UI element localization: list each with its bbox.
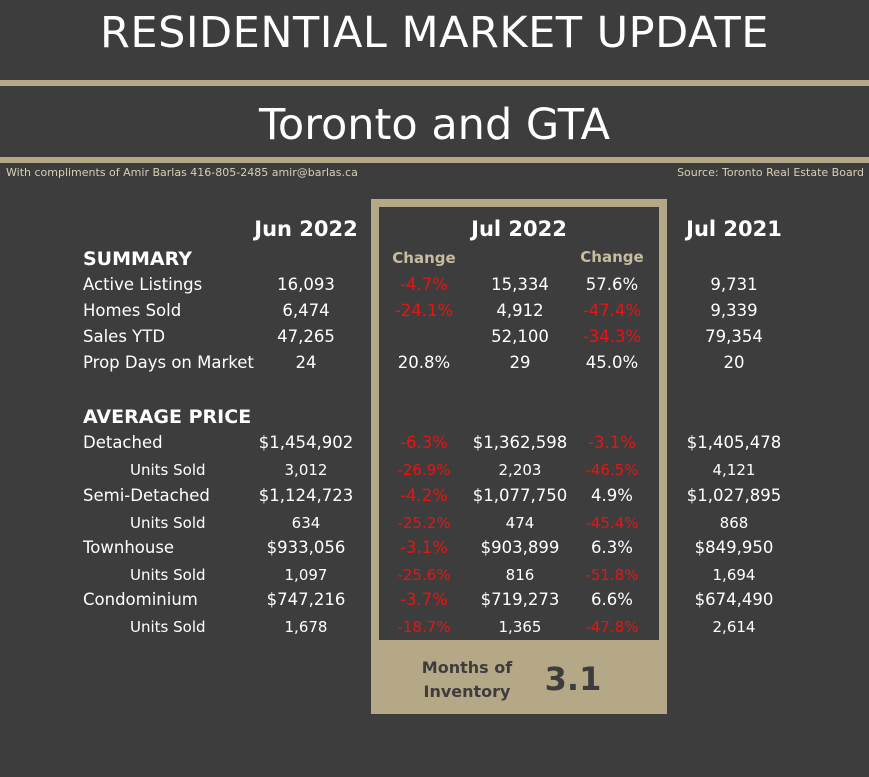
change-jun-jul-value: 20.8%: [397, 353, 451, 372]
jul-2021-value: 2,614: [712, 618, 756, 636]
table-row: [0, 562, 869, 588]
jul-2022-value: 52,100: [491, 327, 549, 346]
change-jun-jul-value: -3.1%: [400, 538, 448, 557]
header-change-1: Change: [392, 249, 456, 267]
jul-2021-value: 79,354: [705, 327, 763, 346]
jul-2022-value: $1,362,598: [472, 433, 568, 452]
header-jul-2021: Jul 2021: [686, 217, 782, 241]
change-jun-jul-value: -25.6%: [397, 566, 451, 584]
jun-2022-value: 1,097: [284, 566, 328, 584]
jul-2021-value: 9,731: [710, 275, 758, 294]
jul-2022-value: 29: [509, 353, 531, 372]
jul-2022-value: 15,334: [491, 275, 549, 294]
table-row: [0, 510, 869, 536]
row-label: Homes Sold: [83, 301, 182, 320]
jul-2021-value: $849,950: [694, 538, 774, 557]
row-label: Units Sold: [130, 461, 206, 479]
change-jun-jul-value: -4.7%: [400, 275, 448, 294]
jun-2022-value: $1,124,723: [258, 486, 354, 505]
jul-2021-value: 868: [719, 514, 749, 532]
jul-2022-value: $719,273: [480, 590, 560, 609]
row-label: Units Sold: [130, 566, 206, 584]
jul-2021-value: 1,694: [712, 566, 756, 584]
row-label: Townhouse: [83, 538, 175, 557]
jul-2022-value: $1,077,750: [472, 486, 568, 505]
row-label: Units Sold: [130, 514, 206, 532]
jun-2022-value: 6,474: [282, 301, 330, 320]
jul-2021-value: $674,490: [694, 590, 774, 609]
change-yoy-value: -45.4%: [585, 514, 639, 532]
jul-2022-value: $903,899: [480, 538, 560, 557]
table-row: [0, 614, 869, 640]
table-row: [0, 350, 869, 376]
jul-2022-value: 2,203: [498, 461, 542, 479]
divider-bottom: [0, 157, 869, 163]
jul-2022-value: 1,365: [498, 618, 542, 636]
change-yoy-value: -47.4%: [582, 301, 642, 320]
change-jun-jul-value: -24.1%: [394, 301, 454, 320]
table-row: [0, 587, 869, 613]
table-row: [0, 430, 869, 456]
table-row: [0, 457, 869, 483]
change-yoy-value: -46.5%: [585, 461, 639, 479]
page-title: RESIDENTIAL MARKET UPDATE: [100, 8, 769, 58]
change-jun-jul-value: -4.2%: [400, 486, 448, 505]
table-row: [0, 535, 869, 561]
months-of-inventory-value: 3.1: [544, 660, 602, 698]
jun-2022-value: $933,056: [266, 538, 346, 557]
table-row: [0, 483, 869, 509]
change-jun-jul-value: -18.7%: [397, 618, 451, 636]
change-yoy-value: -3.1%: [588, 433, 636, 452]
row-label: Units Sold: [130, 618, 206, 636]
row-label: Detached: [83, 433, 163, 452]
jul-2021-value: $1,405,478: [686, 433, 782, 452]
jul-2021-value: $1,027,895: [686, 486, 782, 505]
jul-2021-value: 4,121: [712, 461, 756, 479]
change-jun-jul-value: -3.7%: [400, 590, 448, 609]
page-subtitle: Toronto and GTA: [258, 100, 611, 150]
jul-2022-value: 474: [505, 514, 535, 532]
jun-2022-value: 3,012: [284, 461, 328, 479]
row-label: Condominium: [83, 590, 198, 609]
jun-2022-value: 16,093: [277, 275, 335, 294]
row-label: Semi-Detached: [83, 486, 210, 505]
jul-2022-value: 4,912: [496, 301, 544, 320]
source-text: Source: Toronto Real Estate Board: [677, 166, 864, 179]
change-yoy-value: -47.8%: [585, 618, 639, 636]
header-jul-2022: Jul 2022: [471, 217, 567, 241]
months-of-inventory-label: Months of Inventory: [421, 658, 513, 701]
change-jun-jul-value: -26.9%: [397, 461, 451, 479]
header-change-2: Change: [580, 248, 644, 266]
jul-2021-value: 9,339: [710, 301, 758, 320]
jun-2022-value: 47,265: [277, 327, 335, 346]
header-jun-2022: Jun 2022: [254, 217, 358, 241]
row-label: Sales YTD: [83, 327, 166, 346]
change-yoy-value: -51.8%: [585, 566, 639, 584]
jun-2022-value: 1,678: [284, 618, 328, 636]
row-label: Prop Days on Market: [83, 353, 254, 372]
row-label: Active Listings: [83, 275, 203, 294]
table-row: [0, 324, 869, 350]
jun-2022-value: $1,454,902: [258, 433, 354, 452]
change-jun-jul-value: -6.3%: [400, 433, 448, 452]
jul-2022-value: 816: [505, 566, 535, 584]
change-yoy-value: 6.6%: [591, 590, 633, 609]
jun-2022-value: $747,216: [266, 590, 346, 609]
change-jun-jul-value: -25.2%: [397, 514, 451, 532]
credit-text: With compliments of Amir Barlas 416-805-2485 amir@barlas.ca: [6, 166, 358, 179]
jun-2022-value: 24: [295, 353, 317, 372]
change-yoy-value: 4.9%: [591, 486, 633, 505]
change-yoy-value: 6.3%: [591, 538, 633, 557]
change-yoy-value: -34.3%: [582, 327, 642, 346]
table-row: [0, 298, 869, 324]
change-yoy-value: 45.0%: [585, 353, 639, 372]
section-average-price: AVERAGE PRICE: [83, 406, 252, 428]
table-row: [0, 272, 869, 298]
jun-2022-value: 634: [291, 514, 321, 532]
change-yoy-value: 57.6%: [585, 275, 639, 294]
divider-top: [0, 80, 869, 86]
section-summary: SUMMARY: [83, 248, 192, 270]
jul-2021-value: 20: [723, 353, 745, 372]
